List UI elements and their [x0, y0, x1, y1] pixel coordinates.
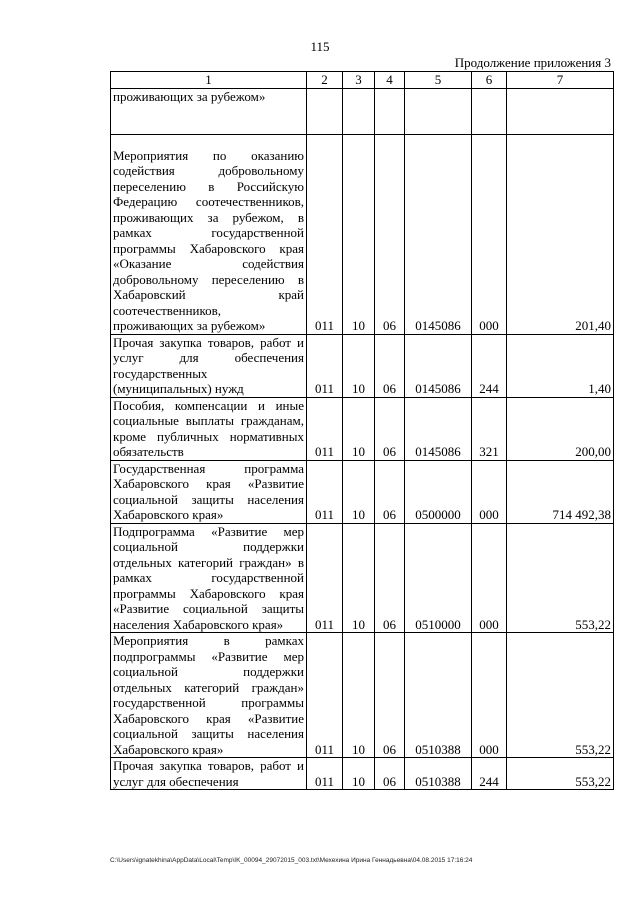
cell-subsection: 06: [375, 397, 405, 460]
cell-section: 10: [343, 523, 375, 633]
header-col-5: 5: [405, 72, 472, 89]
row-description: Прочая закупка товаров, работ и услуг для обеспечения: [111, 758, 307, 790]
cell-amount: 714 492,38: [507, 460, 614, 523]
budget-table: [110, 71, 614, 790]
cell-amount: 1,40: [507, 334, 614, 397]
table-row: [111, 334, 614, 397]
cell-amount: 553,22: [507, 523, 614, 633]
cell-subsection: [375, 88, 405, 134]
cell-target-article: 0145086: [405, 397, 472, 460]
cell-subsection: 06: [375, 633, 405, 758]
cell-section: 10: [343, 758, 375, 790]
cell-expense-type: 000: [472, 134, 507, 334]
cell-target-article: [405, 88, 472, 134]
cell-section: [343, 88, 375, 134]
cell-expense-type: 244: [472, 334, 507, 397]
row-description: Подпрограмма «Развитие мер социальной поддержки отдельных категорий граждан» в рамках государственной программы Хабаровского края «Развитие социальной защиты населения Хабаровского края»: [111, 523, 307, 633]
header-col-6: 6: [472, 72, 507, 89]
cell-target-article: 0510000: [405, 523, 472, 633]
cell-section: 10: [343, 460, 375, 523]
cell-target-article: 0145086: [405, 334, 472, 397]
cell-amount: [507, 88, 614, 134]
table-row: [111, 88, 614, 134]
cell-amount: 201,40: [507, 134, 614, 334]
cell-ministry: 011: [307, 334, 343, 397]
row-description: Государственная программа Хабаровского края «Развитие социальной защиты населения Хабаровского края»: [111, 460, 307, 523]
cell-target-article: 0145086: [405, 134, 472, 334]
cell-expense-type: 000: [472, 460, 507, 523]
row-description: Пособия, компенсации и иные социальные выплаты гражданам, кроме публичных нормативных обязательств: [111, 397, 307, 460]
row-description: Прочая закупка товаров, работ и услуг для обеспечения государственных (муниципальных) нужд: [111, 334, 307, 397]
cell-expense-type: 000: [472, 523, 507, 633]
table-row: [111, 633, 614, 758]
cell-ministry: 011: [307, 134, 343, 334]
cell-ministry: 011: [307, 523, 343, 633]
cell-section: 10: [343, 633, 375, 758]
table-row: [111, 134, 614, 334]
cell-ministry: [307, 88, 343, 134]
header-col-7: 7: [507, 72, 614, 89]
header-row: [111, 72, 614, 89]
header-col-4: 4: [375, 72, 405, 89]
table-row: [111, 397, 614, 460]
table-row: [111, 758, 614, 790]
continuation-caption: Продолжение приложения 3: [454, 55, 611, 70]
cell-expense-type: [472, 88, 507, 134]
cell-subsection: 06: [375, 334, 405, 397]
cell-ministry: 011: [307, 397, 343, 460]
cell-target-article: 0510388: [405, 633, 472, 758]
row-description: проживающих за рубежом»: [111, 88, 307, 134]
cell-ministry: 011: [307, 758, 343, 790]
table-row: [111, 460, 614, 523]
cell-target-article: 0500000: [405, 460, 472, 523]
cell-amount: 553,22: [507, 758, 614, 790]
cell-ministry: 011: [307, 633, 343, 758]
file-path-footer: C:\Users\ignatekhina\AppData\Local\Temp\IK_00094_29072015_003.txt\Мехехина Ирина Геннадьевна\04.08.2015 17:16:24: [110, 857, 473, 864]
cell-subsection: 06: [375, 134, 405, 334]
cell-subsection: 06: [375, 758, 405, 790]
cell-subsection: 06: [375, 460, 405, 523]
cell-amount: 200,00: [507, 397, 614, 460]
header-col-2: 2: [307, 72, 343, 89]
table-row: [111, 523, 614, 633]
cell-expense-type: 321: [472, 397, 507, 460]
cell-section: 10: [343, 134, 375, 334]
cell-section: 10: [343, 334, 375, 397]
cell-expense-type: 244: [472, 758, 507, 790]
cell-section: 10: [343, 397, 375, 460]
cell-amount: 553,22: [507, 633, 614, 758]
row-description: Мероприятия в рамках подпрограммы «Развитие мер социальной поддержки отдельных категорий граждан» государственной программы Хабаровского края «Развитие социальной защиты населения Хабаровского края»: [111, 633, 307, 758]
header-col-1: 1: [111, 72, 307, 89]
cell-target-article: 0510388: [405, 758, 472, 790]
page-number: 115: [310, 39, 330, 54]
cell-ministry: 011: [307, 460, 343, 523]
cell-subsection: 06: [375, 523, 405, 633]
cell-expense-type: 000: [472, 633, 507, 758]
row-description: Мероприятия по оказанию содействия добровольному переселению в Российскую Федерацию соотечественников, проживающих за рубежом, в рамках государственной программы Хабаровского края «Оказание содействия добровольному переселению в Хабаровский край соотечественников, проживающих за рубежом»: [111, 134, 307, 334]
header-col-3: 3: [343, 72, 375, 89]
